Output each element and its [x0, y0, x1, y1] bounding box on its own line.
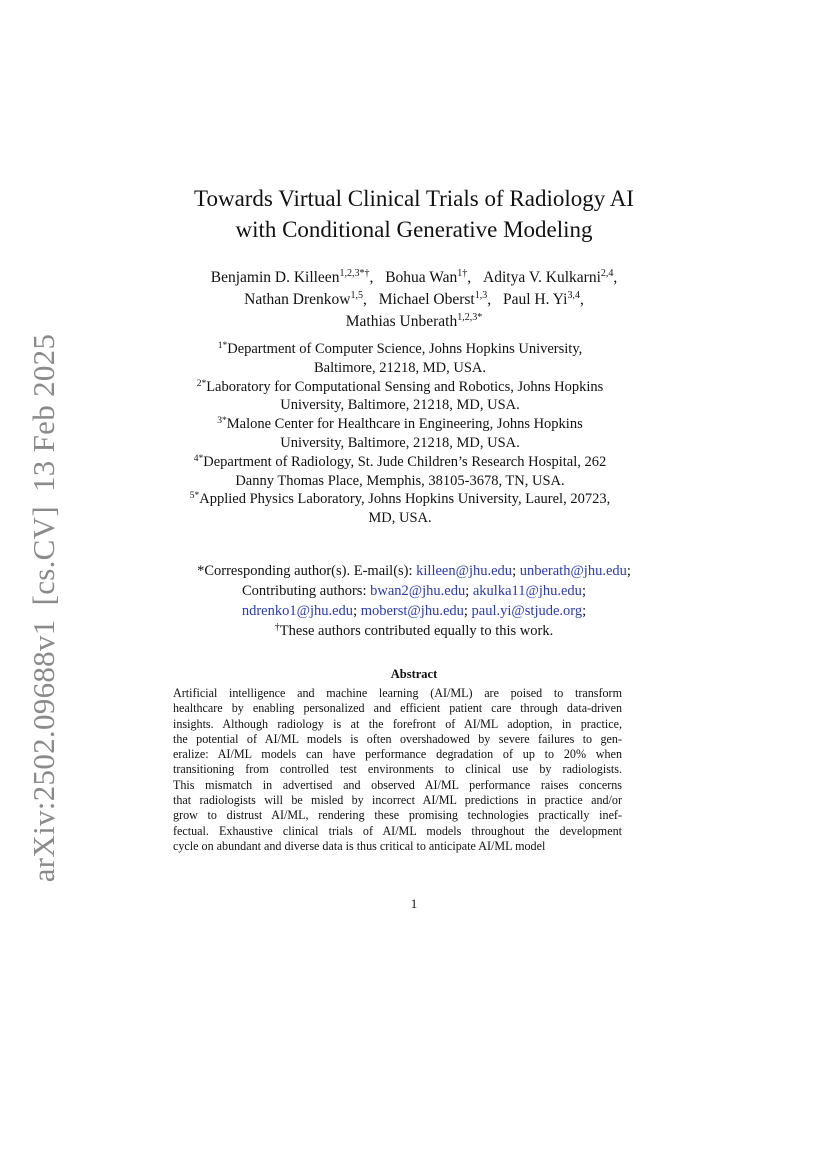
author	[385, 269, 471, 286]
affiliation-mark: 4*	[193, 453, 204, 464]
author-separator: ,	[467, 269, 472, 286]
author-line-3	[0, 311, 828, 333]
abstract-heading: Abstract	[390, 667, 438, 681]
paper-title	[0, 183, 828, 245]
author-affiliation-marks: 3,4	[567, 290, 580, 301]
email-link[interactable]: ndrenko1@jhu.edu	[241, 603, 354, 619]
equal-contribution-text: These authors contributed equally to this work.	[279, 623, 554, 639]
affiliation-list	[160, 340, 640, 528]
equal-contribution-note	[0, 621, 828, 641]
arxiv-date: 13 Feb 2025	[26, 333, 61, 493]
equal-contribution-mark: †	[274, 622, 280, 633]
author-separator: ,	[579, 291, 584, 308]
author-name: Benjamin D. Killeen	[210, 269, 340, 286]
affiliation-line-1: Malone Center for Healthcare in Engineering, Johns Hopkins	[226, 416, 583, 433]
email-link[interactable]: paul.yi@stjude.org	[471, 603, 583, 619]
author	[379, 291, 491, 308]
author-affiliation-marks: 1†	[457, 268, 468, 279]
page-number: 1	[410, 896, 418, 911]
affiliation-mark: 1*	[217, 341, 228, 351]
abstract-line: the potential of AI/ML models is often overshadowed by severe failures to gen-	[173, 731, 622, 746]
arxiv-id: arXiv:2502.09688v1	[26, 619, 61, 883]
author-line-2	[0, 289, 828, 311]
author-name: Bohua Wan	[385, 269, 458, 286]
email-link[interactable]: unberath@jhu.edu	[519, 563, 627, 579]
abstract-body	[173, 686, 622, 854]
author-separator: ,	[487, 291, 492, 308]
corresponding-line: *Corresponding author(s). E-mail(s): killeen@jhu.edu; unberath@jhu.edu;	[197, 563, 631, 579]
affiliation	[160, 490, 640, 528]
affiliation-line-1: Laboratory for Computational Sensing and Robotics, Johns Hopkins	[206, 378, 604, 395]
author	[211, 269, 374, 286]
author	[244, 291, 367, 308]
author-line-1	[0, 267, 828, 289]
abstract-line: eralize: AI/ML models can have performance degradation of up to 20% when	[173, 747, 622, 762]
affiliation-line-2: MD, USA.	[368, 510, 432, 527]
abstract-line: This mismatch in advertised and observed AI/ML performance raises concerns	[173, 777, 622, 792]
author-separator: ,	[613, 269, 618, 286]
contributing-label: Contributing authors:	[242, 583, 367, 599]
affiliation-line-2: University, Baltimore, 21218, MD, USA.	[280, 434, 520, 451]
affiliation	[160, 378, 640, 416]
affiliation-line-1: Department of Radiology, St. Jude Children’s Research Hospital, 262	[203, 453, 607, 470]
email-link[interactable]: bwan2@jhu.edu	[370, 583, 466, 599]
affiliation	[160, 453, 640, 491]
affiliation-line-1: Applied Physics Laboratory, Johns Hopkins University, Laurel, 20723,	[199, 491, 611, 508]
author-name: Nathan Drenkow	[244, 291, 351, 308]
correspondence-block	[0, 561, 828, 641]
email-link[interactable]: killeen@jhu.edu	[416, 563, 513, 579]
arxiv-category: [cs.CV]	[26, 506, 61, 606]
abstract-line: healthcare by enabling personalized and efficient patient care through data-driven	[173, 701, 622, 716]
affiliation-line-2: Danny Thomas Place, Memphis, 38105-3678, TN, USA.	[235, 472, 565, 489]
author	[503, 291, 584, 308]
contributing-line-2: ndrenko1@jhu.edu; moberst@jhu.edu; paul.yi@stjude.org;	[241, 603, 587, 619]
abstract-line: insights. Although radiology is at the forefront of AI/ML adoption, in practice,	[173, 716, 622, 731]
author-affiliation-marks: 1,2,3*	[457, 312, 483, 323]
abstract-line: grow to distrust AI/ML, rendering these promising technologies practically inef-	[173, 808, 622, 823]
author	[346, 313, 482, 330]
affiliation-line-1: Department of Computer Science, Johns Hopkins University,	[227, 341, 583, 357]
email-link[interactable]: moberst@jhu.edu	[360, 603, 464, 619]
author-affiliation-marks: 1,2,3*†	[339, 268, 370, 279]
title-line-2: with Conditional Generative Modeling	[235, 217, 593, 242]
abstract-line: that radiologists will be misled by incorrect AI/ML predictions in practice and/or	[173, 793, 622, 808]
author-separator: ,	[363, 291, 367, 308]
author	[483, 269, 617, 286]
author-name: Mathias Unberath	[345, 313, 458, 330]
author-affiliation-marks: 1,5	[350, 290, 363, 301]
corresponding-label: *Corresponding author(s). E-mail(s):	[197, 563, 413, 579]
affiliation-mark: 3*	[217, 416, 227, 427]
abstract-line: transitioning from controlled test environments to clinical use by radiologists.	[173, 762, 622, 777]
author-name: Aditya V. Kulkarni	[483, 269, 601, 286]
title-line-1: Towards Virtual Clinical Trials of Radiology AI	[194, 186, 634, 211]
affiliation-mark: 5*	[189, 491, 200, 502]
author-list	[0, 267, 828, 333]
author-affiliation-marks: 1,3	[474, 290, 488, 301]
author-affiliation-marks: 2,4	[600, 268, 614, 279]
affiliation	[160, 340, 640, 378]
affiliation	[160, 415, 640, 453]
affiliation-mark: 2*	[196, 378, 207, 389]
author-name: Paul H. Yi	[502, 291, 568, 308]
contributing-line-1: Contributing authors: bwan2@jhu.edu; akulka11@jhu.edu;	[242, 583, 586, 599]
affiliation-line-2: University, Baltimore, 21218, MD, USA.	[280, 397, 520, 414]
abstract-line: fectual. Exhaustive clinical trials of AI/ML models throughout the development	[173, 823, 622, 838]
author-name: Michael Oberst	[378, 291, 475, 308]
affiliation-line-2: Baltimore, 21218, MD, USA.	[314, 359, 486, 376]
author-separator: ,	[369, 269, 374, 286]
abstract-line: Artificial intelligence and machine learning (AI/ML) are poised to transform	[173, 686, 622, 700]
abstract-line: cycle on abundant and diverse data is thus critical to anticipate AI/ML model	[173, 838, 546, 853]
email-link[interactable]: akulka11@jhu.edu	[472, 583, 582, 599]
